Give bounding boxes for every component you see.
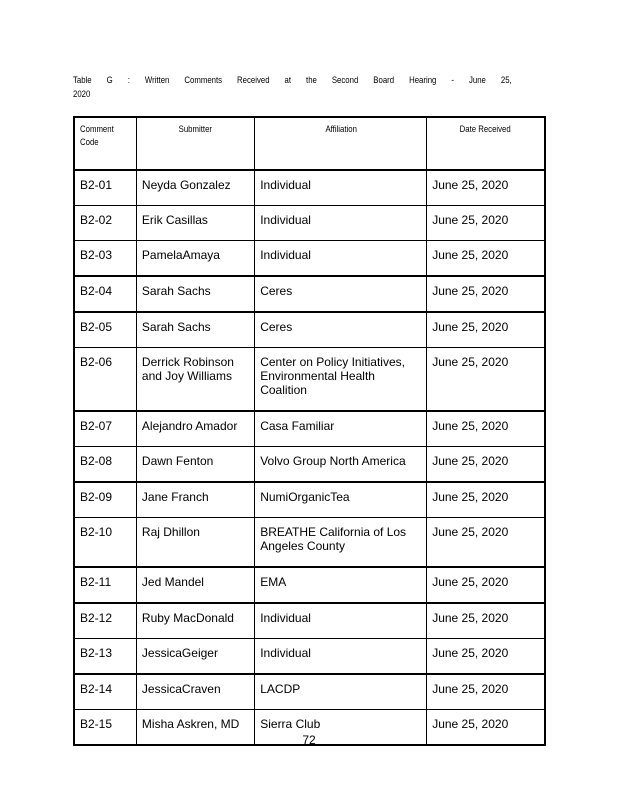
affiliation-cell: Ceres <box>255 276 427 312</box>
table-row <box>74 411 545 447</box>
date-received-cell: June 25, 2020 <box>427 170 545 206</box>
date-received-cell: June 25, 2020 <box>427 710 545 746</box>
table-row <box>74 170 545 206</box>
affiliation-cell: Individual <box>255 603 427 639</box>
date-received-cell: June 25, 2020 <box>427 447 545 483</box>
comment-code-cell: B2-13 <box>74 639 136 675</box>
date-received-cell: June 25, 2020 <box>427 411 545 447</box>
affiliation-cell: Individual <box>255 206 427 241</box>
page-number: 72 <box>302 733 316 747</box>
table-row <box>74 348 545 412</box>
submitter-cell: PamelaAmaya <box>136 241 254 277</box>
affiliation-cell: BREATHE California of Los Angeles County <box>255 518 427 568</box>
date-received-cell: June 25, 2020 <box>427 482 545 518</box>
date-received-cell: June 25, 2020 <box>427 674 545 710</box>
submitter-cell: Neyda Gonzalez <box>136 170 254 206</box>
date-received-cell: June 25, 2020 <box>427 639 545 675</box>
table-caption: Table G : Written Comments Received at the Second Board Hearing - June 25, <box>73 75 512 86</box>
comment-code-cell: B2-07 <box>74 411 136 447</box>
affiliation-cell: Volvo Group North America <box>255 447 427 483</box>
date-received-cell: June 25, 2020 <box>427 206 545 241</box>
date-received-cell: June 25, 2020 <box>427 603 545 639</box>
table-row <box>74 276 545 312</box>
comment-code-cell: B2-03 <box>74 241 136 277</box>
submitter-cell: Erik Casillas <box>136 206 254 241</box>
header-comment-code: Comment Code <box>74 117 136 170</box>
date-received-cell: June 25, 2020 <box>427 241 545 277</box>
date-received-cell: June 25, 2020 <box>427 276 545 312</box>
comment-code-cell: B2-10 <box>74 518 136 568</box>
table-row <box>74 206 545 241</box>
comment-code-cell: B2-09 <box>74 482 136 518</box>
comment-code-cell: B2-02 <box>74 206 136 241</box>
affiliation-cell: EMA <box>255 567 427 603</box>
comment-code-cell: B2-11 <box>74 567 136 603</box>
comment-code-cell: B2-04 <box>74 276 136 312</box>
header-date-received: Date Received <box>427 117 545 170</box>
submitter-cell: Sarah Sachs <box>136 312 254 348</box>
affiliation-cell: Individual <box>255 241 427 277</box>
date-received-cell: June 25, 2020 <box>427 312 545 348</box>
table-body <box>74 170 545 745</box>
submitter-cell: JessicaCraven <box>136 674 254 710</box>
table-row <box>74 447 545 483</box>
header-submitter: Submitter <box>136 117 254 170</box>
table-row <box>74 674 545 710</box>
table-row <box>74 241 545 277</box>
table-row <box>74 567 545 603</box>
affiliation-cell: Sierra Club <box>255 710 427 746</box>
submitter-cell: JessicaGeiger <box>136 639 254 675</box>
comment-code-cell: B2-15 <box>74 710 136 746</box>
comment-code-cell: B2-14 <box>74 674 136 710</box>
table-row <box>74 312 545 348</box>
affiliation-cell: Center on Policy Initiatives, Environmental Health Coalition <box>255 348 427 412</box>
submitter-cell: Dawn Fenton <box>136 447 254 483</box>
table-row <box>74 482 545 518</box>
comment-code-cell: B2-08 <box>74 447 136 483</box>
affiliation-cell: Individual <box>255 639 427 675</box>
date-received-cell: June 25, 2020 <box>427 518 545 568</box>
submitter-cell: Misha Askren, MD <box>136 710 254 746</box>
comment-code-cell: B2-06 <box>74 348 136 412</box>
comment-code-cell: B2-05 <box>74 312 136 348</box>
date-received-cell: June 25, 2020 <box>427 567 545 603</box>
affiliation-cell: Casa Familiar <box>255 411 427 447</box>
submitter-cell: Alejandro Amador <box>136 411 254 447</box>
affiliation-cell: Ceres <box>255 312 427 348</box>
table-caption-year: 2020 <box>73 89 91 100</box>
date-received-cell: June 25, 2020 <box>427 348 545 412</box>
submitter-cell: Ruby MacDonald <box>136 603 254 639</box>
table-row <box>74 518 545 568</box>
table-row <box>74 603 545 639</box>
comments-table <box>73 116 546 746</box>
affiliation-cell: LACDP <box>255 674 427 710</box>
comment-code-cell: B2-01 <box>74 170 136 206</box>
submitter-cell: Raj Dhillon <box>136 518 254 568</box>
table-row <box>74 639 545 675</box>
affiliation-cell: NumiOrganicTea <box>255 482 427 518</box>
submitter-cell: Jane Franch <box>136 482 254 518</box>
submitter-cell: Jed Mandel <box>136 567 254 603</box>
comment-code-cell: B2-12 <box>74 603 136 639</box>
submitter-cell: Sarah Sachs <box>136 276 254 312</box>
header-affiliation: Affiliation <box>255 117 427 170</box>
submitter-cell: Derrick Robinson and Joy Williams <box>136 348 254 412</box>
table-header-row <box>74 117 545 170</box>
affiliation-cell: Individual <box>255 170 427 206</box>
